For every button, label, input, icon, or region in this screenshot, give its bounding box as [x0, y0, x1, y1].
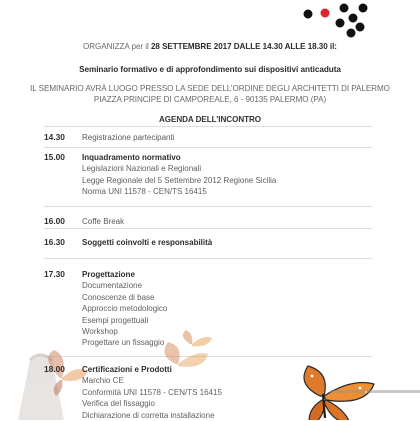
location-line-2: PIAZZA PRINCIPE DI CAMPOREALE, 6 - 90135 PALERMO (PA)	[93, 95, 327, 104]
agenda-time: 16.30	[44, 237, 65, 247]
organizer-line	[0, 41, 420, 52]
agenda-item	[82, 132, 402, 143]
agenda-time: 18.00	[44, 364, 65, 374]
logo-dot	[336, 19, 345, 28]
agenda-item-title: Progettazione	[82, 270, 135, 279]
agenda-item-detail: Conformità UNI 11578 - CEN/TS 16415	[82, 387, 222, 397]
divider	[44, 258, 372, 259]
agenda-item	[82, 269, 402, 349]
event-date: 28 SETTEMBRE 2017 DALLE 14.30 ALLE 18.30 il:	[150, 42, 337, 51]
agenda-item-detail: Norma UNI 11578 - CEN/TS 16415	[82, 187, 207, 197]
location-line-1: IL SEMINARIO AVRÀ LUOGO PRESSO LA SEDE DELL’ORDINE DEGLI ARCHITETTI DI PALERMO	[30, 84, 390, 93]
organizza-prefix: ORGANIZZA per il	[83, 42, 151, 51]
agenda-time: 14.30	[44, 132, 65, 142]
agenda-item-detail: Dichiarazione di corretta installazione	[82, 410, 215, 420]
agenda-item-detail: Workshop	[82, 327, 118, 337]
agenda-item-detail: Verifica del fissaggio	[82, 399, 155, 409]
logo-dot	[347, 29, 356, 38]
logo-dot	[349, 14, 358, 23]
agenda-item-detail: Progettare un fissaggio	[82, 338, 165, 348]
agenda-item-detail: Approccio metodologico	[82, 304, 168, 314]
agenda-item-detail: Legislazioni Nazionali e Regionali	[82, 164, 202, 174]
logo-dot	[340, 4, 349, 13]
agenda-item-detail: Marchio CE	[82, 376, 124, 386]
agenda-item-title: Inquadramento normativo	[82, 153, 181, 162]
agenda-item-title: Certificazioni e Prodotti	[82, 365, 172, 374]
agenda-item-detail: Legge Regionale del 5 Settembre 2012 Regione Sicilia	[82, 175, 277, 185]
agenda-item-label: Registrazione partecipanti	[82, 133, 175, 142]
agenda-title: AGENDA DELL’INCONTRO	[158, 115, 262, 124]
agenda-item	[82, 364, 402, 421]
logo-dot	[304, 10, 313, 19]
divider	[44, 206, 372, 207]
agenda-time: 15.00	[44, 152, 65, 162]
agenda-item-title: Soggetti coinvolti e responsabilità	[82, 238, 213, 247]
logo-dot	[356, 23, 365, 32]
divider	[44, 147, 372, 148]
agenda-item	[82, 237, 402, 248]
agenda-item-detail: Documentazione	[82, 281, 143, 291]
seminar-title: Seminario formativo e di approfondimento sui dispositivi anticaduta	[79, 65, 341, 74]
divider	[44, 126, 372, 127]
brand-logo-dots	[300, 0, 378, 42]
logo-dot	[359, 4, 368, 13]
agenda-item-detail: Conoscenze di base	[82, 292, 155, 302]
agenda-item-label: Coffe Break	[82, 217, 125, 226]
agenda-time: 16.00	[44, 216, 65, 226]
agenda-time: 17.30	[44, 269, 65, 279]
divider	[44, 228, 372, 229]
agenda-item-detail: Esempi progettuali	[82, 315, 149, 325]
agenda-item	[82, 152, 402, 198]
logo-dot-red	[321, 9, 330, 18]
agenda-item	[82, 216, 402, 227]
